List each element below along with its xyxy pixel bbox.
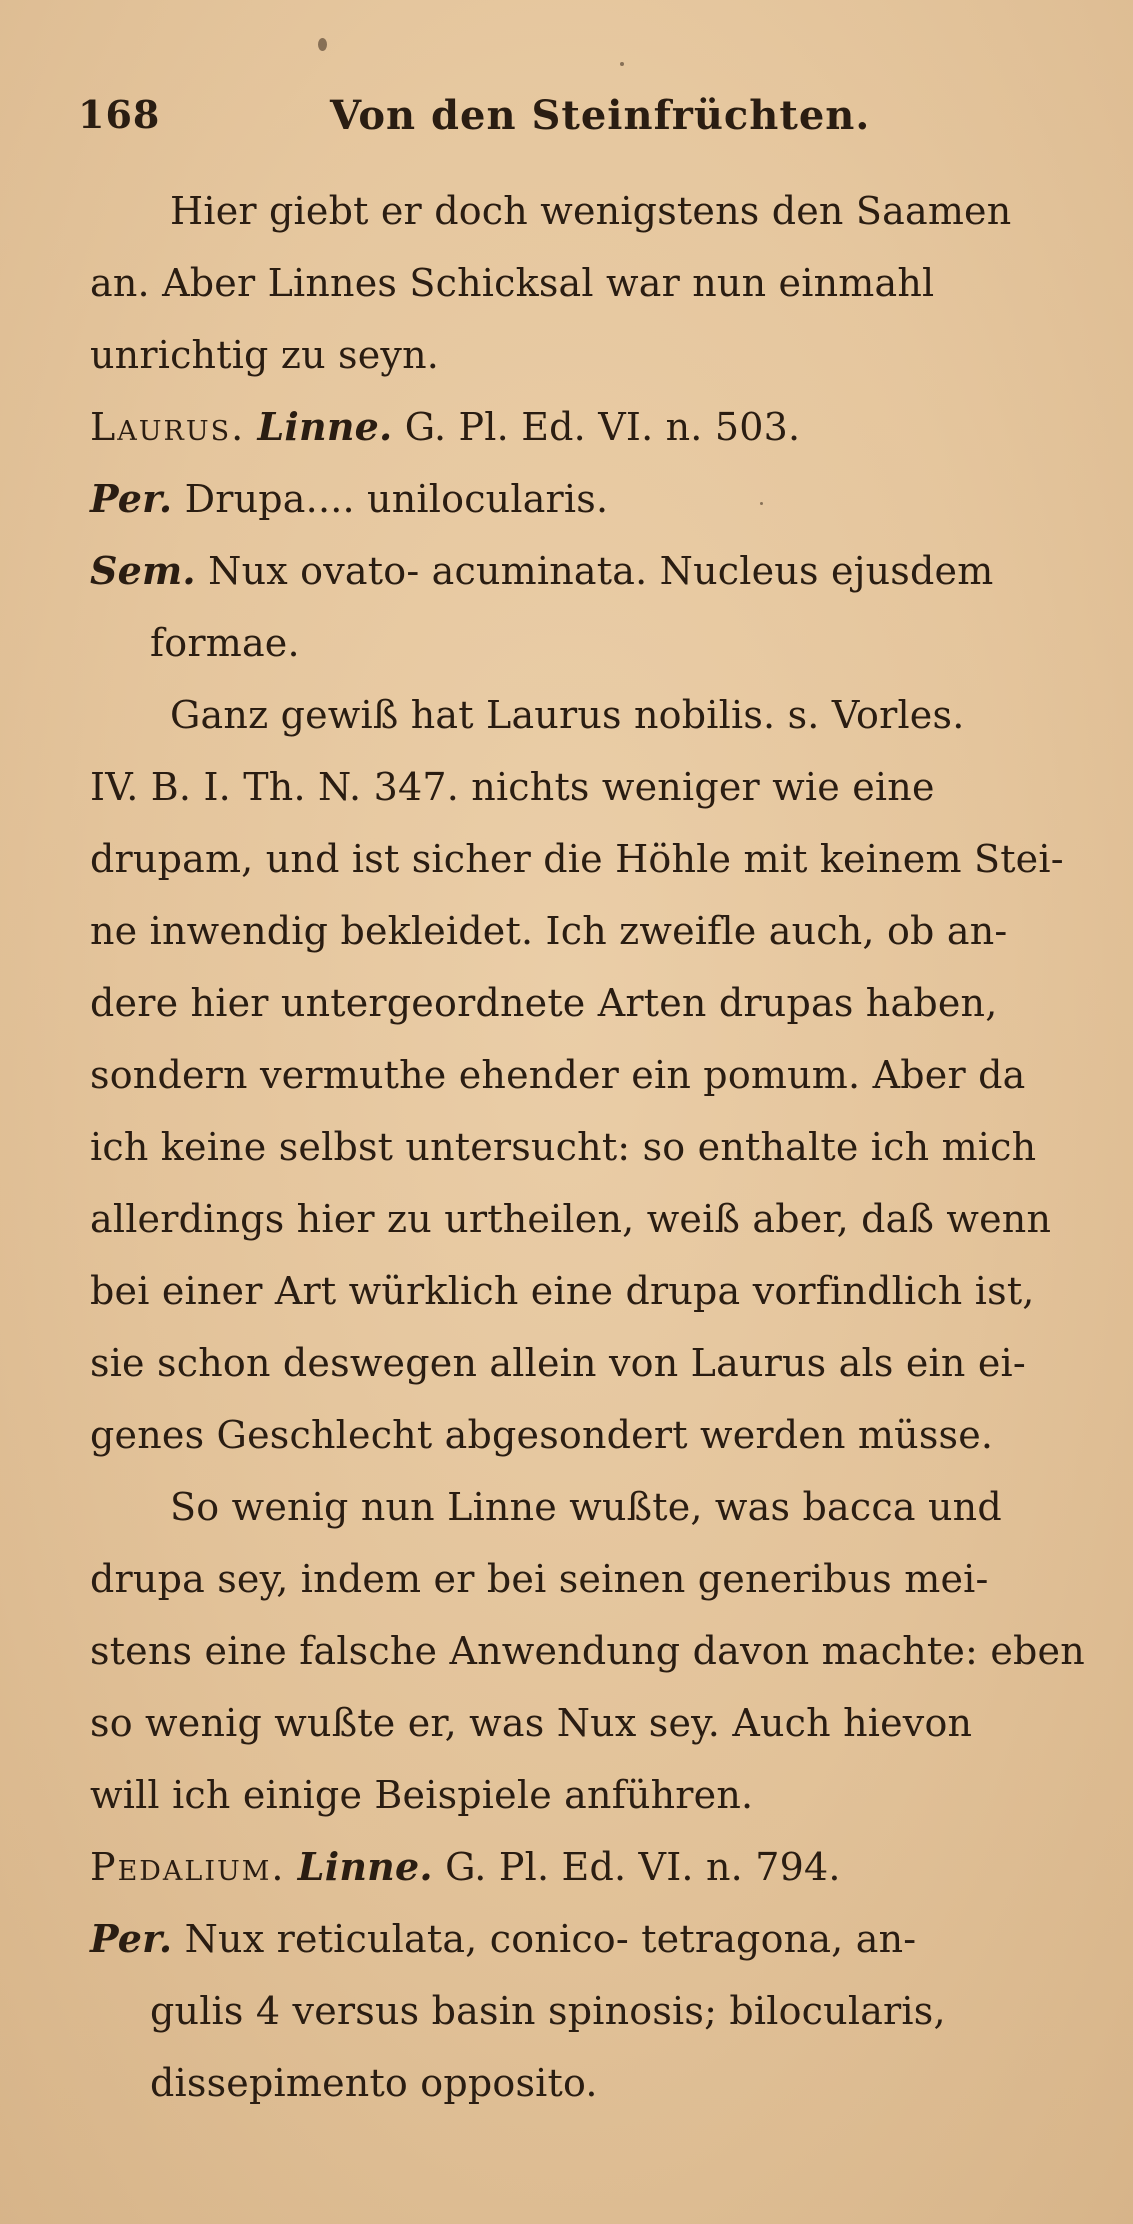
sem-label: Sem. (90, 548, 196, 593)
seed-line (90, 535, 1100, 607)
ink-speck (620, 62, 624, 66)
text-line: genes Geschlecht abgesondert werden müsse. (90, 1413, 994, 1457)
pericarp-line-continued: gulis 4 versus basin spinosis; bilocularis, (150, 1989, 946, 2033)
reference-text: G. Pl. Ed. VI. n. 503. (404, 405, 801, 449)
text-line: ne inwendig bekleidet. Ich zweifle auch, ob an- (90, 909, 1008, 953)
ink-speck (318, 38, 327, 51)
text-line: bei einer Art würklich eine drupa vorfindlich ist, (90, 1269, 1035, 1313)
per-text: Nux reticulata, conico- tetragona, an- (184, 1917, 917, 1961)
per-text: Drupa.... unilocularis. (184, 477, 609, 521)
page-header (0, 92, 1133, 152)
pericarp-line-continued: dissepimento opposito. (150, 2061, 598, 2105)
text-line: drupam, und ist sicher die Höhle mit keinem Stei- (90, 837, 1064, 881)
pericarp-line (90, 1903, 1100, 1975)
genus-pedalium: Pedalium. (90, 1845, 286, 1889)
author-linne: Linne. (257, 404, 393, 449)
laurus-reference-line (90, 391, 1100, 463)
sem-text: Nux ovato- acuminata. Nucleus ejusdem (208, 549, 994, 593)
per-label: Per. (90, 476, 173, 521)
text-line: ich keine selbst untersucht: so enthalte ich mich (90, 1125, 1037, 1169)
body-text (90, 175, 1100, 2119)
text-line: Hier giebt er doch wenigstens den Saamen (170, 189, 1012, 233)
text-line: allerdings hier zu urtheilen, weiß aber, daß wenn (90, 1197, 1052, 1241)
text-line: IV. B. I. Th. N. 347. nichts weniger wie eine (90, 765, 935, 809)
per-label: Per. (90, 1916, 173, 1961)
text-line: will ich einige Beispiele anführen. (90, 1773, 754, 1817)
pericarp-line (90, 463, 1100, 535)
text-line: So wenig nun Linne wußte, was bacca und (170, 1485, 1002, 1529)
text-line: so wenig wußte er, was Nux sey. Auch hievon (90, 1701, 973, 1745)
page-number: 168 (78, 92, 161, 137)
text-line: unrichtig zu seyn. (90, 333, 440, 377)
text-line: sondern vermuthe ehender ein pomum. Aber da (90, 1053, 1026, 1097)
text-line: Ganz gewiß hat Laurus nobilis. s. Vorles. (170, 693, 965, 737)
author-linne: Linne. (297, 1844, 433, 1889)
running-title: Von den Steinfrüchten. (330, 92, 871, 139)
text-line: an. Aber Linnes Schicksal war nun einmahl (90, 261, 935, 305)
text-line: sie schon deswegen allein von Laurus als ein ei- (90, 1341, 1026, 1385)
text-line: drupa sey, indem er bei seinen generibus mei- (90, 1557, 989, 1601)
reference-text: G. Pl. Ed. VI. n. 794. (445, 1845, 841, 1889)
genus-laurus: Laurus. (90, 405, 246, 449)
seed-line-continued: formae. (150, 621, 300, 665)
text-line: dere hier untergeordnete Arten drupas haben, (90, 981, 998, 1025)
pedalium-reference-line (90, 1831, 1100, 1903)
text-line: stens eine falsche Anwendung davon machte: eben (90, 1629, 1085, 1673)
